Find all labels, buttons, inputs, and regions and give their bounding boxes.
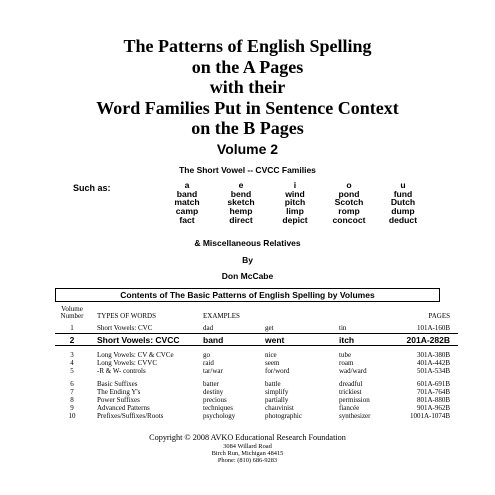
row-example: destiny xyxy=(203,388,224,396)
copyright-line: Copyright © 2008 AVKO Educational Research Foundation xyxy=(149,433,346,442)
highlight-rule-bottom xyxy=(55,345,458,346)
word-column-i xyxy=(268,181,322,225)
word: wind xyxy=(285,188,305,199)
row-number: 5 xyxy=(70,367,74,375)
row-number: 4 xyxy=(70,359,74,367)
word: a xyxy=(184,180,190,190)
title-line: Word Families Put in Sentence Context xyxy=(96,97,399,118)
word-column-e xyxy=(214,181,268,225)
row-example: raid xyxy=(203,359,214,367)
row-example: simplify xyxy=(265,388,289,396)
row-example: precious xyxy=(203,396,227,404)
row-pages: 601A-691B xyxy=(416,380,450,388)
row-example: get xyxy=(265,324,274,332)
row-type: The Ending Y's xyxy=(97,388,141,396)
row-example: psychology xyxy=(203,412,236,420)
row-pages: 701A-764B xyxy=(416,388,450,396)
word: deduct xyxy=(388,214,418,225)
row-example: tube xyxy=(339,351,352,359)
title-line: The Patterns of English Spelling xyxy=(123,36,372,56)
word: bend xyxy=(230,188,252,199)
row-pages: 401A-442B xyxy=(416,359,450,367)
row-number: 7 xyxy=(70,388,74,396)
title-line: with their xyxy=(209,77,286,97)
word: i xyxy=(293,180,297,190)
word: romp xyxy=(338,206,360,217)
row-example: techniques xyxy=(203,404,233,412)
row-example: wad/ward xyxy=(339,367,367,375)
word: hemp xyxy=(229,206,253,217)
row-type: Short Vowels: CVC xyxy=(97,324,153,332)
contents-title: Contents of The Basic Patterns of English Spelling by Volumes xyxy=(55,288,440,302)
misc-relatives: & Miscellaneous Relatives xyxy=(194,238,301,248)
word: direct xyxy=(229,214,253,225)
row-type: Power Suffixes xyxy=(97,396,140,404)
phone-line: Phone: (810) 686-9283 xyxy=(217,457,278,464)
word: camp xyxy=(175,206,199,217)
row-type: Short Vowels: CVCC xyxy=(97,335,180,345)
word: sketch xyxy=(227,197,255,208)
row-example: dreadful xyxy=(339,380,363,388)
row-type: Long Vowels: CVVC xyxy=(97,359,158,367)
volume-label: Volume 2 xyxy=(216,141,279,157)
row-type: Long Vowels: CV & CVCe xyxy=(97,351,174,359)
row-example: nice xyxy=(265,351,277,359)
title-line: on the A Pages xyxy=(191,56,304,77)
row-example: chauvinist xyxy=(265,404,294,412)
header-examples: EXAMPLES xyxy=(203,312,240,320)
row-number: 3 xyxy=(70,351,74,359)
row-number: 6 xyxy=(70,380,74,388)
header-pages: PAGES xyxy=(428,312,450,320)
row-example: dad xyxy=(203,324,214,332)
row-pages: 801A-880B xyxy=(416,396,450,404)
word: dump xyxy=(391,206,415,217)
word-column-a xyxy=(160,181,214,225)
book-title xyxy=(0,36,495,139)
word: band xyxy=(176,188,198,199)
row-pages: 1001A-1074B xyxy=(409,412,450,420)
row-pages: 301A-380B xyxy=(416,351,450,359)
row-example: photographic xyxy=(265,412,302,420)
word: u xyxy=(400,180,406,190)
row-example: tin xyxy=(339,324,347,332)
address-line: 3084 Willard Road xyxy=(223,443,272,450)
word: Dutch xyxy=(390,197,416,208)
row-pages: 201A-282B xyxy=(406,335,450,345)
row-type: -R & W- controls xyxy=(97,367,146,375)
such-as-label: Such as: xyxy=(73,183,111,193)
word: depict xyxy=(282,214,308,225)
row-example: synthesizer xyxy=(339,412,371,420)
row-number: 9 xyxy=(70,404,74,412)
row-example: batter xyxy=(203,380,219,388)
row-number: 1 xyxy=(70,324,74,332)
by-label: By xyxy=(242,255,253,265)
word: e xyxy=(238,180,244,190)
row-number: 8 xyxy=(70,396,74,404)
word: o xyxy=(346,180,352,190)
word: concoct xyxy=(332,214,366,225)
header-number: Number xyxy=(60,312,84,320)
word-column-o xyxy=(322,181,376,225)
row-type: Advanced Patterns xyxy=(97,404,150,412)
row-type: Basic Suffixes xyxy=(97,380,138,388)
row-example: roam xyxy=(339,359,354,367)
word: pond xyxy=(338,188,360,199)
header-types: TYPES OF WORDS xyxy=(97,312,156,320)
row-example: partially xyxy=(265,396,289,404)
word: Scotch xyxy=(334,197,364,208)
word: pitch xyxy=(284,197,306,208)
row-example: go xyxy=(203,351,210,359)
row-example: tar/war xyxy=(203,367,223,375)
word: match xyxy=(174,197,200,208)
row-pages: 101A-160B xyxy=(416,324,450,332)
row-example: itch xyxy=(339,335,355,345)
title-line: on the B Pages xyxy=(191,118,304,138)
word-column-u xyxy=(376,181,430,225)
word: fund xyxy=(393,188,413,199)
subtitle: The Short Vowel -- CVCC Families xyxy=(179,165,316,175)
row-number: 10 xyxy=(68,412,76,420)
row-pages: 901A-962B xyxy=(416,404,450,412)
word: fact xyxy=(179,214,195,225)
row-example: permission xyxy=(339,396,370,404)
author-name: Don McCabe xyxy=(221,271,274,281)
header-volume: Volume xyxy=(61,305,83,313)
row-example: for/word xyxy=(265,367,290,375)
row-example: fiancée xyxy=(339,404,360,412)
row-type: Prefixes/Suffixes/Roots xyxy=(97,412,164,420)
highlight-rule-top xyxy=(55,333,458,334)
row-example: band xyxy=(203,335,224,345)
word: limp xyxy=(286,206,304,217)
row-number: 2 xyxy=(69,335,75,345)
row-example: trickiest xyxy=(339,388,362,396)
row-example: battle xyxy=(265,380,281,388)
row-example: seem xyxy=(265,359,280,367)
address-line: Birch Run, Michigan 48415 xyxy=(211,450,284,457)
row-example: went xyxy=(265,335,285,345)
row-pages: 501A-534B xyxy=(416,367,450,375)
